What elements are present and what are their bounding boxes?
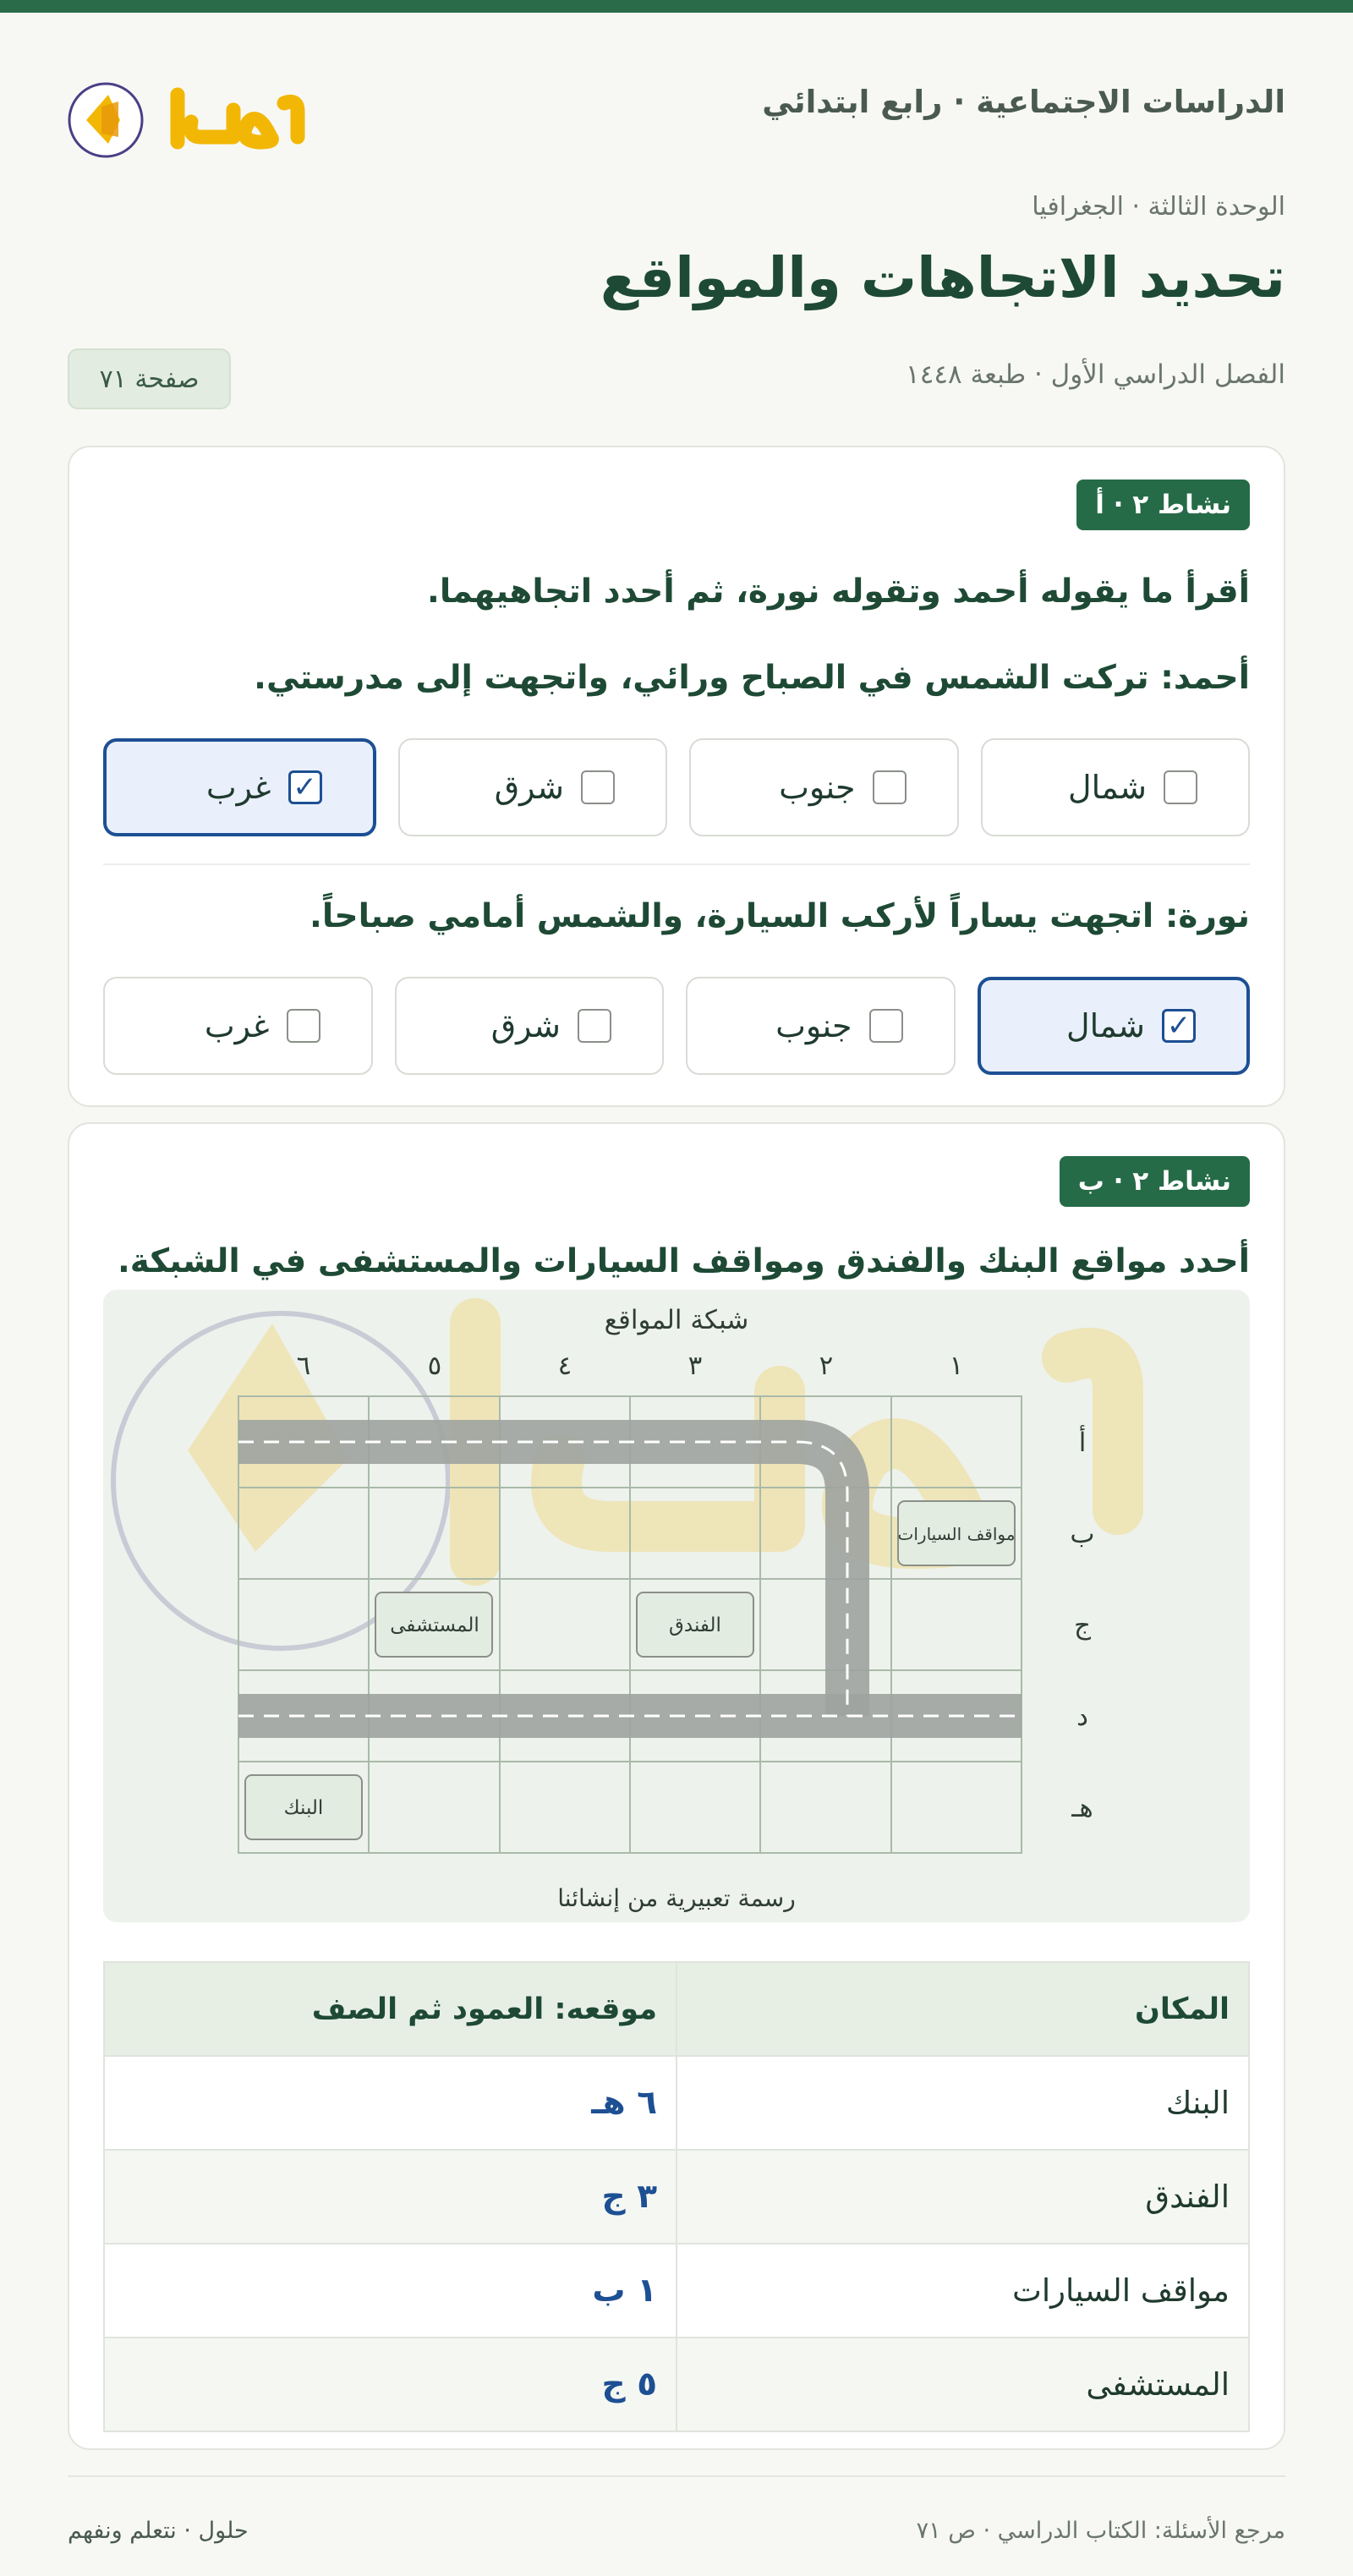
logo-icon xyxy=(68,59,321,169)
table-row xyxy=(104,2150,1249,2244)
row-label: د xyxy=(1076,1702,1088,1732)
checkbox-icon xyxy=(869,1009,903,1043)
option-noura-west[interactable] xyxy=(103,977,373,1075)
option-label: شرق xyxy=(494,769,564,806)
activity-a-instruction: أقرأ ما يقوله أحمد وتقوله نورة، ثم أحدد اتجاهيهما. xyxy=(427,573,1250,611)
checkbox-icon xyxy=(578,1009,611,1043)
column-label: ٦ xyxy=(296,1351,311,1381)
options-ahmad xyxy=(103,738,1250,836)
option-ahmad-north[interactable] xyxy=(981,738,1251,836)
table-row xyxy=(104,2056,1249,2150)
activity-b-badge: نشاط ٢ · ب xyxy=(1060,1156,1250,1207)
option-label: غرب xyxy=(204,1007,270,1044)
column-label: ٤ xyxy=(557,1351,572,1381)
option-label: شمال xyxy=(1066,1007,1145,1044)
table-row xyxy=(104,2338,1249,2431)
place-hospital[interactable] xyxy=(375,1592,492,1657)
place-parking[interactable] xyxy=(898,1501,1016,1565)
activity-b-instruction: أحدد مواقع البنك والفندق ومواقف السيارات والمستشفى في الشبكة. xyxy=(117,1242,1250,1280)
place-label: البنك xyxy=(283,1797,324,1819)
option-noura-north[interactable] xyxy=(978,977,1251,1075)
checkbox-icon xyxy=(873,770,907,804)
table-header-row xyxy=(104,1962,1249,2056)
option-label: جنوب xyxy=(779,769,856,806)
table-cell-location: ٥ ج xyxy=(104,2338,676,2431)
place-bank[interactable] xyxy=(245,1775,362,1839)
column-label: ٥ xyxy=(427,1351,442,1381)
option-noura-east[interactable] xyxy=(395,977,665,1075)
table-cell-place: المستشفى xyxy=(676,2338,1249,2431)
edition-label: الفصل الدراسي الأول · طبعة ١٤٤٨ xyxy=(906,359,1285,390)
top-accent-bar xyxy=(0,0,1353,13)
checkmark-icon: ✓ xyxy=(288,770,322,804)
option-label: جنوب xyxy=(775,1007,852,1044)
activity-a-card xyxy=(68,446,1285,1107)
location-grid-panel xyxy=(103,1290,1250,1922)
option-label: غرب xyxy=(205,769,271,806)
watermark-logo-icon xyxy=(113,1313,1118,1648)
checkmark-icon: ✓ xyxy=(1162,1009,1196,1043)
locations-table xyxy=(103,1961,1250,2432)
place-hotel[interactable] xyxy=(637,1592,753,1657)
table-cell-location: ٦ هـ xyxy=(104,2056,676,2150)
page-title: تحديد الاتجاهات والمواقع xyxy=(600,245,1285,310)
option-ahmad-west[interactable] xyxy=(103,738,376,836)
unit-label: الوحدة الثالثة · الجغرافيا xyxy=(1032,192,1285,222)
subject-title: الدراسات الاجتماعية · رابع ابتدائي xyxy=(762,84,1285,120)
column-label: ٢ xyxy=(819,1351,834,1381)
table-cell-place: الفندق xyxy=(676,2150,1249,2244)
page-number-badge: صفحة ٧١ xyxy=(68,348,231,409)
footer-brand: حلول · نتعلم ونفهم xyxy=(68,2518,249,2544)
option-ahmad-south[interactable] xyxy=(689,738,959,836)
row-label: ج xyxy=(1073,1610,1092,1641)
place-label: المستشفى xyxy=(390,1614,479,1636)
table-header-place: المكان xyxy=(676,1962,1249,2056)
question-ahmad: أحمد: تركت الشمس في الصباح ورائي، واتجهت إلى مدرستي. xyxy=(254,659,1250,697)
table-row xyxy=(104,2244,1249,2338)
checkbox-icon xyxy=(581,770,615,804)
place-label: مواقف السيارات xyxy=(897,1524,1016,1544)
activity-a-badge: نشاط ٢ · أ xyxy=(1076,480,1250,530)
location-grid xyxy=(103,1290,1250,1922)
grid-title: شبكة المواقع xyxy=(604,1305,749,1335)
table-cell-location: ٣ ج xyxy=(104,2150,676,2244)
column-label: ١ xyxy=(949,1351,964,1381)
option-ahmad-east[interactable] xyxy=(398,738,668,836)
question-noura: نورة: اتجهت يساراً لأركب السيارة، والشمس أمامي صباحاً. xyxy=(309,897,1250,935)
table-header-location: موقعه: العمود ثم الصف xyxy=(104,1962,676,2056)
row-label: أ xyxy=(1078,1428,1087,1458)
option-noura-south[interactable] xyxy=(686,977,956,1075)
table-cell-location: ١ ب xyxy=(104,2244,676,2338)
question-divider xyxy=(103,863,1250,865)
table-cell-place: مواقف السيارات xyxy=(676,2244,1249,2338)
checkbox-icon xyxy=(287,1009,320,1043)
footer-divider xyxy=(68,2475,1285,2477)
options-noura xyxy=(103,977,1250,1075)
activity-b-card xyxy=(68,1122,1285,2450)
option-label: شمال xyxy=(1068,769,1147,806)
site-logo[interactable] xyxy=(68,59,321,169)
checkbox-icon xyxy=(1164,770,1197,804)
place-label: الفندق xyxy=(669,1614,721,1636)
footer-reference: مرجع الأسئلة: الكتاب الدراسي · ص ٧١ xyxy=(916,2518,1285,2544)
row-label: ب xyxy=(1070,1519,1095,1549)
row-label: هـ xyxy=(1071,1793,1093,1823)
grid-caption: رسمة تعبيرية من إنشائنا xyxy=(557,1884,796,1912)
column-label: ٣ xyxy=(687,1351,703,1381)
table-cell-place: البنك xyxy=(676,2056,1249,2150)
option-label: شرق xyxy=(490,1007,561,1044)
